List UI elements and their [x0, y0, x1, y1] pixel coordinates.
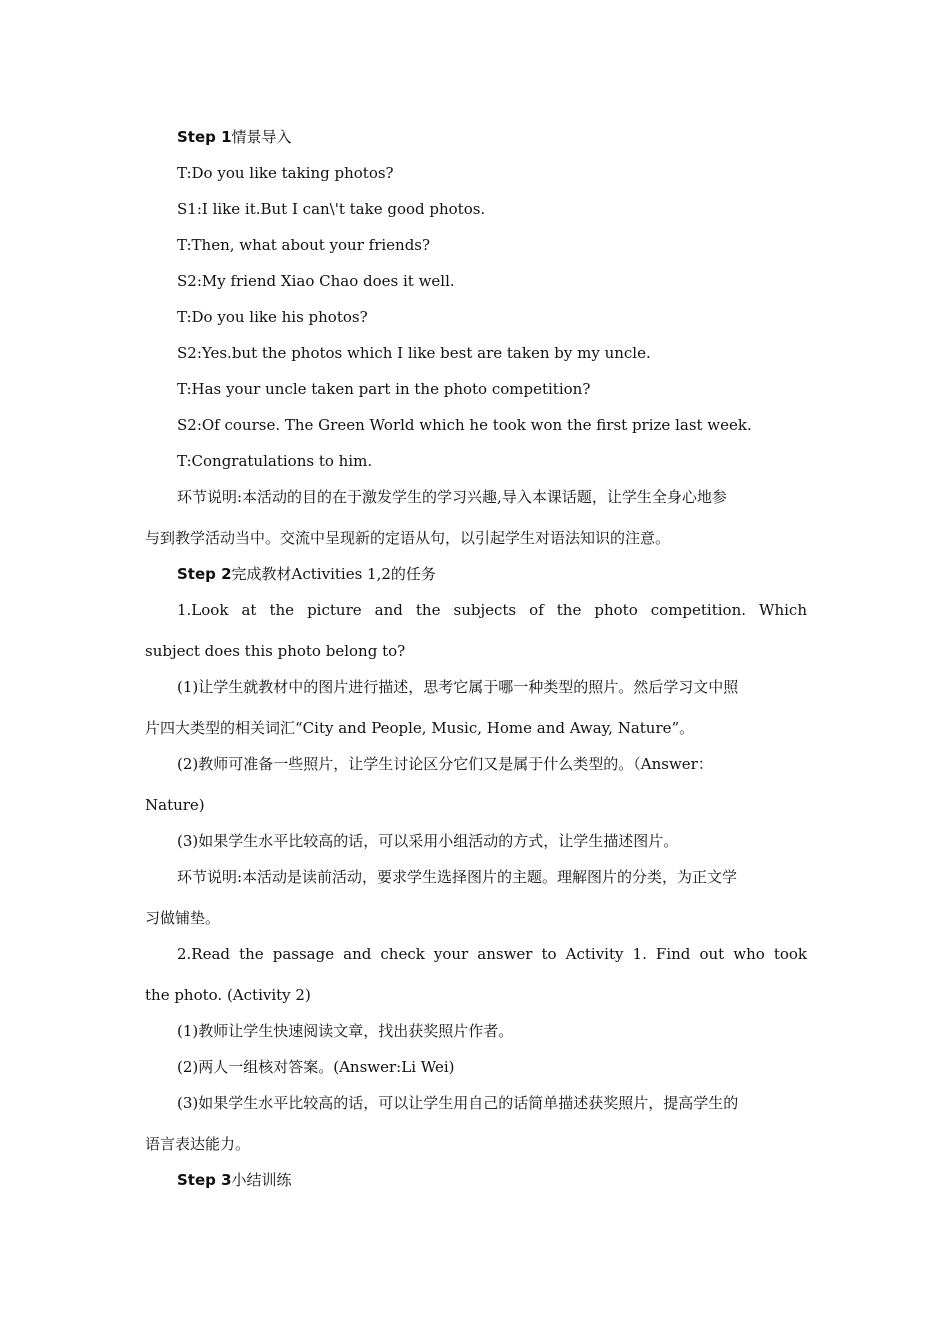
step3-title: 小结训练 [231, 1171, 292, 1189]
step1-heading [177, 127, 807, 147]
activity1-question-line2: subject does this photo belong to? [145, 642, 406, 660]
note2-line1: 环节说明:本活动是读前活动，要求学生选择图片的主题。理解图片的分类，为正文学 [177, 868, 738, 886]
dialogue-line: S2:My friend Xiao Chao does it well. [177, 272, 455, 290]
activity1-item2-line2: Nature) [145, 796, 205, 814]
step1-title: 情景导入 [231, 128, 292, 146]
dialogue-line: S2:Yes.but the photos which I like best are taken by my uncle. [177, 344, 651, 362]
dialogue-line: T:Congratulations to him. [177, 452, 373, 470]
dialogue-line: T:Has your uncle taken part in the photo competition? [177, 380, 591, 398]
activity1-item1-line2: 片四大类型的相关词汇“City and People, Music, Home and Away, Nature”。 [145, 719, 695, 737]
step3-heading [177, 1170, 807, 1190]
activity1-question-line1: 1.Look at the picture and the subjects of the photo competition. Which [177, 601, 807, 619]
activity2-item3-line1: (3)如果学生水平比较高的话，可以让学生用自己的话简单描述获奖照片，提高学生的 [177, 1094, 739, 1112]
activity2-question-line1: 2.Read the passage and check your answer to Activity 1. Find out who took [177, 945, 807, 963]
activity2-item2: (2)两人一组核对答案。(Answer:Li Wei) [177, 1058, 455, 1076]
step3-label: Step 3 [177, 1171, 232, 1189]
note1-line1: 环节说明:本活动的目的在于激发学生的学习兴趣,导入本课话题，让学生全身心地参 [177, 488, 727, 506]
activity1-item1-line1: (1)让学生就教材中的图片进行描述，思考它属于哪一种类型的照片。然后学习文中照 [177, 678, 739, 696]
note1-line2: 与到教学活动当中。交流中呈现新的定语从句，以引起学生对语法知识的注意。 [145, 529, 671, 547]
dialogue-line: S1:I like it.But I can\'t take good photos. [177, 200, 486, 218]
dialogue-line: T:Do you like his photos? [177, 308, 368, 326]
activity2-item1: (1)教师让学生快速阅读文章，找出获奖照片作者。 [177, 1022, 514, 1040]
dialogue-line: S2:Of course. The Green World which he took won the first prize last week. [177, 416, 752, 434]
note2-line2: 习做铺垫。 [145, 909, 221, 927]
activity2-question-line2: the photo. (Activity 2) [145, 986, 311, 1004]
step1-label: Step 1 [177, 128, 232, 146]
activity1-item2-line1: (2)教师可准备一些照片，让学生讨论区分它们又是属于什么类型的。（Answer： [177, 755, 713, 773]
step2-label: Step 2 [177, 565, 232, 583]
step2-title: 完成教材Activities 1,2的任务 [231, 565, 436, 583]
step2-heading [177, 564, 807, 584]
dialogue-line: T:Then, what about your friends? [177, 236, 431, 254]
activity1-item3: (3)如果学生水平比较高的话，可以采用小组活动的方式，让学生描述图片。 [177, 832, 679, 850]
activity2-item3-line2: 语言表达能力。 [145, 1135, 251, 1153]
dialogue-line: T:Do you like taking photos? [177, 164, 394, 182]
